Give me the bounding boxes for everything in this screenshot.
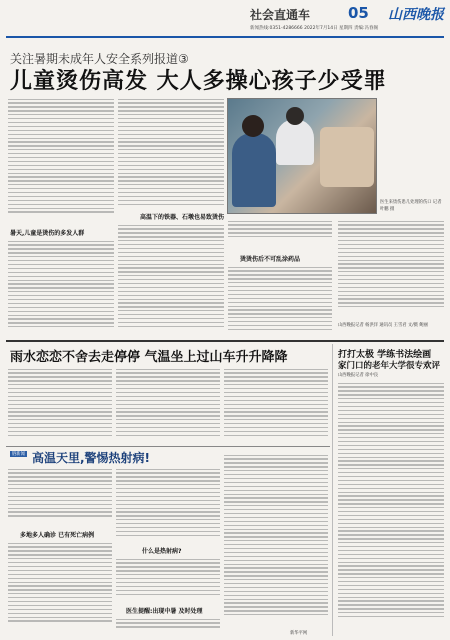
story2-byline: 新华平网 xyxy=(290,631,308,636)
doctor-figure xyxy=(276,119,314,165)
story2-headline: 雨水恋恋不舍去走停停 气温坐上过山车升升降降 xyxy=(10,350,288,365)
story2-subhead-1: 多地多人确诊 已有死亡病例 xyxy=(20,532,95,539)
page-header xyxy=(250,4,444,34)
text-lines xyxy=(8,99,114,213)
story2-divider xyxy=(6,446,330,447)
news-tag: 链新闻 xyxy=(12,452,25,457)
header-rule xyxy=(6,36,444,38)
feature-column-2b xyxy=(118,222,224,334)
story3-byline: 山西晚报记者 徐中良 xyxy=(338,373,379,378)
story2-column-7 xyxy=(116,556,220,604)
child-head xyxy=(242,115,264,137)
header-meta: 新闻热线:0351-4286666 2022年7月14日 星期四 责编:冯春阁 xyxy=(250,26,378,31)
story2-column-3 xyxy=(224,366,328,442)
section-title: 社会直通车 xyxy=(250,8,311,22)
feature-column-2 xyxy=(118,96,224,212)
story2-subhead-2: 什么是热射病? xyxy=(142,548,182,555)
story2-column-9 xyxy=(224,452,328,628)
feature-subhead-1: 暑天,儿童是烫伤的多发人群 xyxy=(10,230,85,237)
story2-subheadline: 高温天里,警惕热射病! xyxy=(32,451,151,465)
series-label: 关注暑期未成年人安全系列报道③ xyxy=(10,52,189,66)
story2-column-2 xyxy=(116,366,220,442)
feature-column-4 xyxy=(338,218,444,318)
story2-column-6 xyxy=(116,466,220,546)
feature-subhead-3: 烫烫伤后不可乱涂药品 xyxy=(240,256,301,263)
story3-subheadline: 家门口的老年大学很专欢评 xyxy=(338,361,441,371)
bandaged-arm xyxy=(320,127,374,187)
story2-subhead-3: 医生提醒:出现中暑 及时处理 xyxy=(126,608,203,615)
feature-column-3b xyxy=(228,264,332,336)
feature-column-1 xyxy=(8,96,114,220)
feature-subhead-2: 高温下的铁器、石墩也易致烫伤 xyxy=(140,214,225,221)
photo-caption: 医生来烫伤患儿处理的伤口 记者 叶鹏 摄 xyxy=(380,200,442,212)
feature-headline: 儿童烫伤高发 大人多操心孩子少受罪 xyxy=(10,69,387,94)
story2-column-4 xyxy=(8,466,112,524)
story3-headline: 打打太极 学练书法绘画 xyxy=(338,350,432,360)
story3-column xyxy=(338,380,444,634)
story2-column-8 xyxy=(116,616,220,636)
feature-byline: 山西晚报记者 杨洪洋 通讯员 王雪君 文/摄 鲍丽 xyxy=(338,323,428,328)
feature-column-1b xyxy=(8,238,114,334)
column-divider xyxy=(332,344,333,636)
newspaper-logo: 山西晚报 xyxy=(388,7,444,23)
story2-column-5 xyxy=(8,540,112,634)
story2-column-1 xyxy=(8,366,112,442)
page-number: 05 xyxy=(348,4,369,22)
doctor-head xyxy=(286,107,304,125)
feature-photo xyxy=(227,98,377,214)
child-figure xyxy=(232,133,276,207)
section-divider xyxy=(6,340,444,342)
